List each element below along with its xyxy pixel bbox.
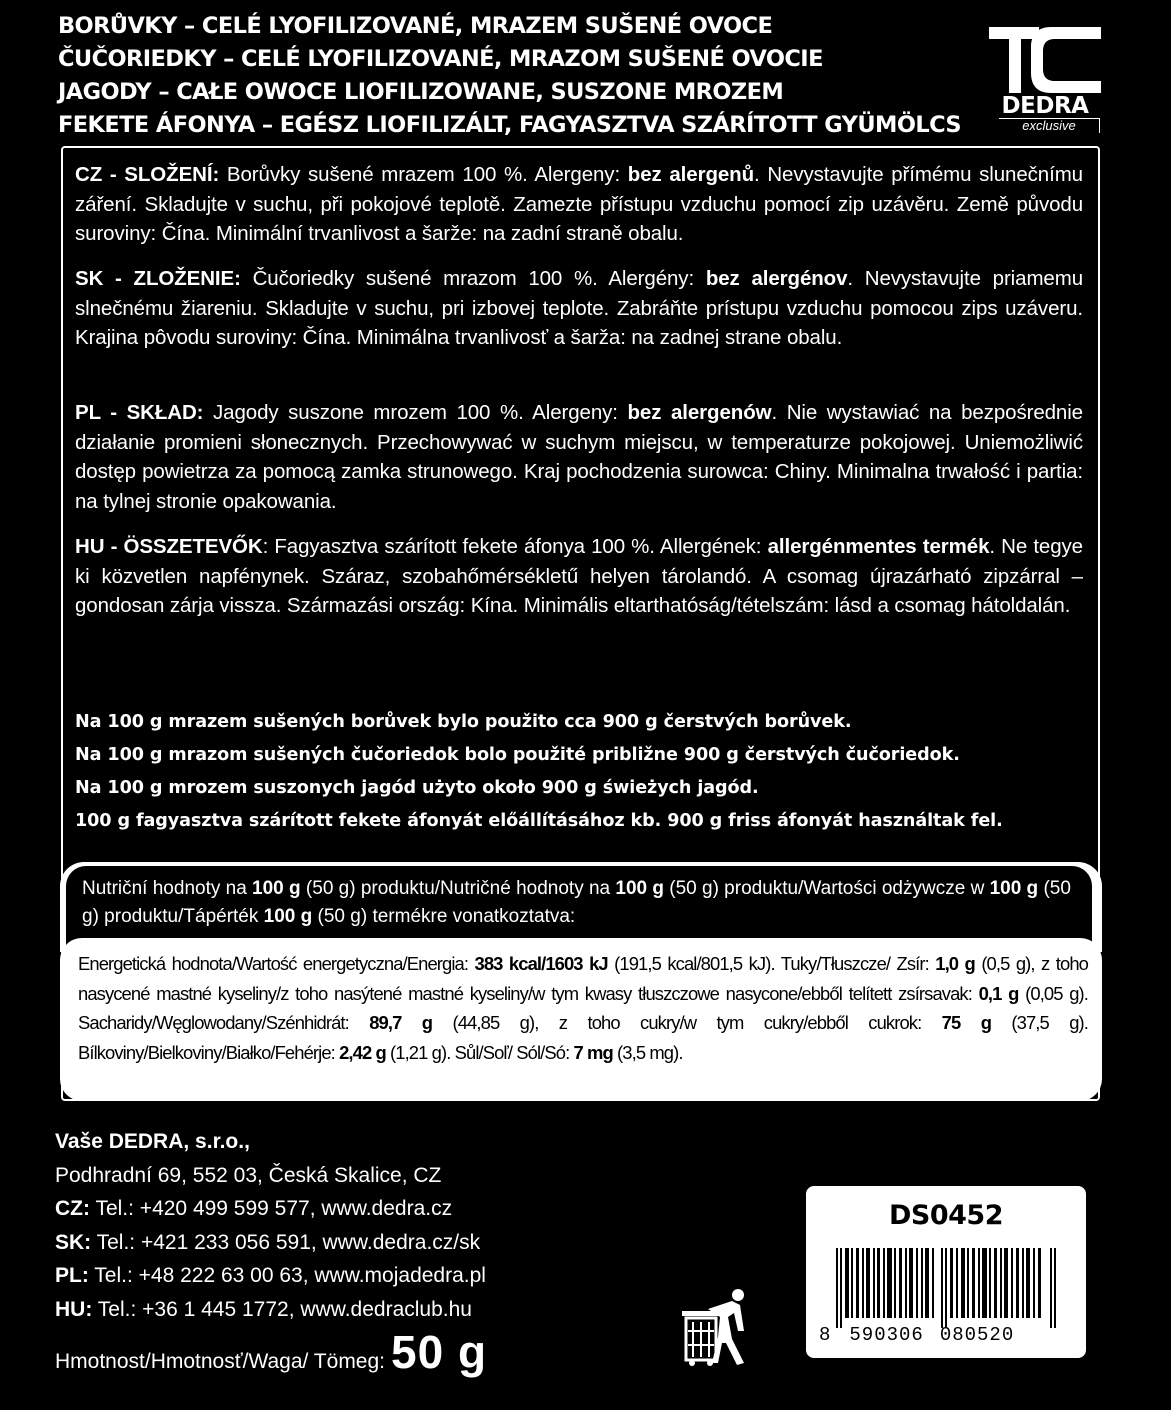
title-hu: FEKETE ÁFONYA – EGÉSZ LIOFILIZÁLT, FAGYASZTVA SZÁRÍTOTT GYÜMÖLCS xyxy=(58,112,962,138)
nutrition-header: Nutriční hodnoty na 100 g (50 g) produktu/Nutričné hodnoty na 100 g (50 g) produktu/Wartości odżywcze w 100 g (50 g) produktu/Tápérték 100 g (50 g) termékre vonatkoztatva: xyxy=(82,878,1071,927)
barcode-icon xyxy=(836,1248,1058,1328)
ingredients-cz-allergen: bez alergenů xyxy=(627,163,755,186)
ingredients-cz xyxy=(75,160,1083,249)
company-address: Podhradní 69, 552 03, Česká Skalice, CZ xyxy=(55,1163,442,1187)
ingredients-pl-head: PL - SKŁAD: xyxy=(75,401,204,424)
contact-hu: HU: Tel.: +36 1 445 1772, www.dedraclub.hu xyxy=(55,1297,472,1321)
contact-sk: SK: Tel.: +421 233 056 591, www.dedra.cz/sk xyxy=(55,1230,481,1254)
net-weight xyxy=(55,1325,487,1379)
contact-pl: PL: Tel.: +48 222 63 00 63, www.mojadedra.pl xyxy=(55,1264,486,1287)
ingredients-sk-allergen: bez alergénov xyxy=(705,267,848,290)
ingredients-pl xyxy=(75,398,1083,516)
ingredients-cz-text2: . Nevystavujte přímému slunečnímu záření. Skladujte v suchu, při pokojové teplotě. Zamezte přístupu vzduchu pomocí zip uzávěru. Země původu suroviny: Čína. Minimální trvanlivost a šarže: na zadní straně obalu. xyxy=(75,163,1083,245)
ingredients-hu-text2: . Ne tegye ki közvetlen napfénynek. Száraz, szobahőmérsékletű helyen tárolandó. A csomag újrazárható zipzárral – gondosan zárja vissza. Származási ország: Kína. Minimális eltarthatóság/tételszám: lásd a csomag hátoldalán. xyxy=(75,535,1083,617)
ingredients-sk-text: Čučoriedky sušené mrazom 100 %. Alergény: xyxy=(240,267,706,290)
weight-label: Hmotnost/Hmotnosť/Waga/ Tömeg: xyxy=(55,1350,386,1373)
ingredients-pl-allergen: bez alergenów xyxy=(627,401,772,424)
product-code: DS0452 xyxy=(888,1200,1003,1231)
ingredients-hu-allergen: allergénmentes termék xyxy=(767,535,990,558)
note-hu: 100 g fagyasztva szárított fekete áfonyát előállításához kb. 900 g friss áfonyát használtak fel. xyxy=(75,811,1003,831)
note-sk: Na 100 g mrazom sušených čučoriedok bolo použité približne 900 g čerstvých čučoriedok. xyxy=(75,745,960,765)
contact-cz: CZ: Tel.: +420 499 599 577, www.dedra.cz xyxy=(55,1197,453,1220)
title-cz: BORŮVKY – CELÉ LYOFILIZOVANÉ, MRAZEM SUŠENÉ OVOCE xyxy=(58,13,773,39)
dedra-logo xyxy=(985,25,1105,133)
ingredients-sk xyxy=(75,264,1083,353)
weight-value: 50 g xyxy=(391,1326,488,1378)
company-name: Vaše DEDRA, s.r.o., xyxy=(55,1130,250,1153)
ingredients-sk-head: SK - ZLOŽENIE: xyxy=(75,267,241,290)
title-sk: ČUČORIEDKY – CELÉ LYOFILIZOVANÉ, MRAZOM SUŠENÉ OVOCIE xyxy=(58,46,823,72)
nutrition-values: Energetická hodnota/Wartość energetyczna/Energia: 383 kcal/1603 kJ (191,5 kcal/801,5 kJ). Tuky/Tłuszcze/ Zsír: 1,0 g (0,5 g), z toho nasycené mastné kyseliny/z toho nasýtené mastné kyseliny/w tym kwasy tłuszczowe nasycone/ebből telített zsírsavak: 0,1 g (0,05 g). Sacharidy/Węglowodany/Szénhidrát: 89,7 g (44,85 g), z toho cukry/w tym cukry/ebből cukrok: 75 g (37,5 g). Bílkoviny/Bielkoviny/Białko/Fehérje: 2,42 g (1,21 g). Sůl/Soľ/ Sól/Só: 7 mg (3,5 mg). xyxy=(78,953,1088,1063)
ingredients-hu-head: HU - ÖSSZETEVŐK xyxy=(75,535,263,558)
ingredients-cz-head: CZ - SLOŽENÍ: xyxy=(75,163,220,186)
barcode-digits: 8 590306 080520 xyxy=(819,1324,1015,1346)
ingredients-hu-text: : Fagyasztva szárított fekete áfonya 100 %. Allergének: xyxy=(262,535,768,558)
trash-bin-icon xyxy=(680,1287,752,1367)
logo-sub: exclusive xyxy=(999,118,1100,133)
barcode-label xyxy=(806,1186,1086,1358)
ingredients-sk-text2: . Nevystavujte priamemu slnečnému žiareniu. Skladujte v suchu, pri izbovej teplote. Zabráňte prístupu vzduchu pomocou zips uzáveru. Krajina pôvodu suroviny: Čína. Minimálna trvanlivosť a šarža: na zadnej strane obalu. xyxy=(75,267,1083,349)
ingredients-pl-text: Jagody suszone mrozem 100 %. Alergeny: xyxy=(203,401,628,424)
note-cz: Na 100 g mrazem sušených borůvek bylo použito cca 900 g čerstvých borůvek. xyxy=(75,712,852,732)
dedra-logo-icon xyxy=(985,25,1105,93)
note-pl: Na 100 g mrozem suszonych jagód użyto około 900 g świeżych jagód. xyxy=(75,778,759,798)
product-titles xyxy=(58,10,962,142)
ingredients-pl-text2: . Nie wystawiać na bezpośrednie działanie promieni słonecznych. Przechowywać w suchym miejscu, w temperaturze pokojowej. Uniemożliwić dostęp powietrza za pomocą zamka strunowego. Kraj pochodzenia surowca: Chiny. Minimalna trwałość i partia: na tylnej stronie opakowania. xyxy=(75,401,1083,513)
ingredients-cz-text: Borůvky sušené mrazem 100 %. Alergeny: xyxy=(219,163,628,186)
company-info xyxy=(55,1125,486,1326)
title-pl: JAGODY – CAŁE OWOCE LIOFILIZOWANE, SUSZONE MROZEM xyxy=(58,79,784,105)
ingredients-hu xyxy=(75,532,1083,621)
logo-brand: DEDRA xyxy=(1001,93,1089,119)
